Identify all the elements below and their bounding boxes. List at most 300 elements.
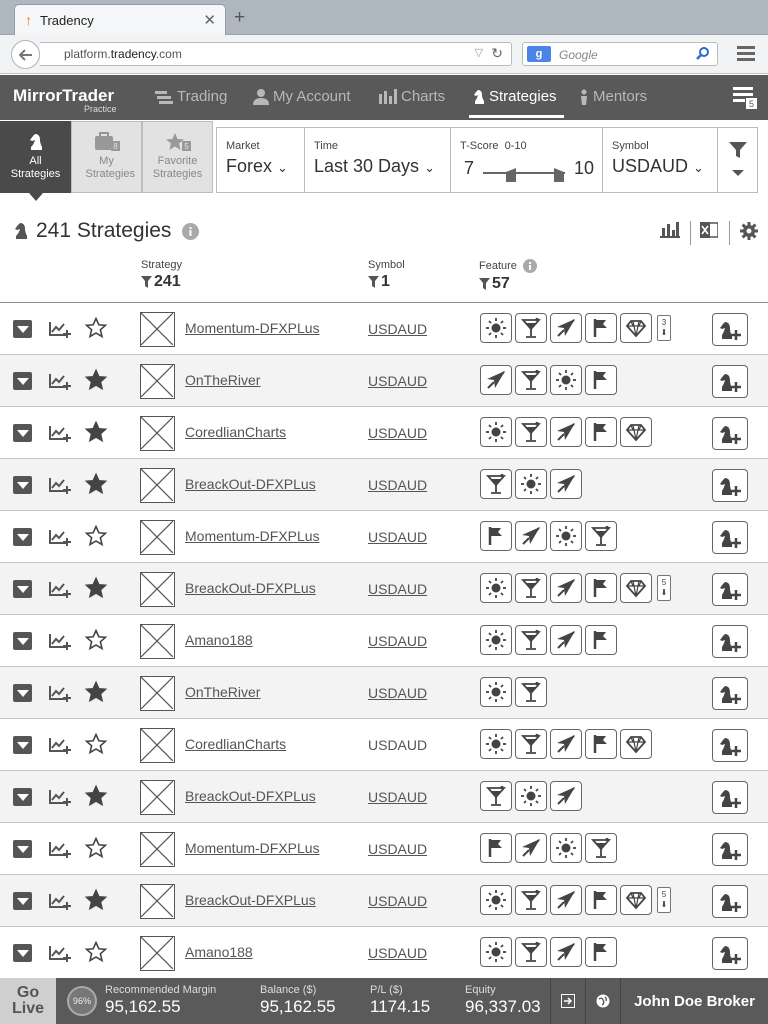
favorite-star-icon[interactable] <box>85 577 107 599</box>
strategy-row <box>0 771 768 823</box>
broker-name[interactable]: John Doe Broker <box>620 978 768 1024</box>
more-filters-button[interactable] <box>718 128 758 192</box>
strategy-row <box>0 823 768 875</box>
strategy-row <box>0 563 768 615</box>
recommended-margin-label: Recommended Margin <box>105 984 217 996</box>
feature-badges <box>480 573 671 603</box>
symbol-link[interactable]: USDAUD <box>368 581 428 597</box>
add-chart-icon[interactable] <box>49 528 71 546</box>
favorite-star-icon[interactable] <box>85 837 107 859</box>
add-strategy-icon <box>719 475 741 497</box>
favorite-strategies-count: 5 <box>183 142 189 151</box>
add-chart-icon[interactable] <box>49 320 71 338</box>
gear-icon <box>740 222 758 240</box>
market-filter[interactable] <box>217 128 305 192</box>
url-dropdown-icon[interactable]: ▽ <box>474 47 483 59</box>
strategy-row <box>0 927 768 979</box>
feature-badges <box>480 781 585 811</box>
strategy-thumbnail[interactable] <box>140 468 175 503</box>
symbol-filter-value: USDAUD ⌄ <box>612 156 704 176</box>
my-strategies-count: 8 <box>112 142 118 151</box>
symbol-link[interactable]: USDAUD <box>368 477 428 493</box>
info-icon[interactable] <box>523 259 537 273</box>
feature-plane-icon[interactable] <box>550 625 582 655</box>
feature-plane-icon[interactable] <box>550 885 582 915</box>
more-features-count: 5 <box>661 890 667 899</box>
favorite-star-icon[interactable] <box>85 785 107 807</box>
strategy-thumbnail[interactable] <box>140 364 175 399</box>
follow-strategy-button[interactable] <box>712 365 748 398</box>
export-excel-button[interactable] <box>700 222 718 238</box>
browser-tab[interactable] <box>14 4 226 35</box>
add-chart-icon[interactable] <box>49 580 71 598</box>
strategy-thumbnail[interactable] <box>140 780 175 815</box>
time-filter-value: Last 30 Days ⌄ <box>314 156 435 176</box>
tab-favorite-strategies[interactable] <box>142 121 213 193</box>
feature-flag-icon[interactable] <box>585 313 617 343</box>
strategy-thumbnail[interactable] <box>140 572 175 607</box>
symbol-link[interactable]: USDAUD <box>368 321 428 337</box>
feature-sun-icon[interactable] <box>550 365 582 395</box>
star-icon <box>165 132 191 152</box>
nav-trading-label: Trading <box>177 88 228 105</box>
strategy-thumbnail[interactable] <box>140 312 175 347</box>
strategy-row <box>0 719 768 771</box>
feature-cocktail-icon[interactable] <box>515 417 547 447</box>
excel-icon <box>700 222 718 238</box>
feature-badges <box>480 937 620 967</box>
add-chart-icon[interactable] <box>49 632 71 650</box>
bar-chart-icon <box>660 222 680 238</box>
browser-menu-icon[interactable] <box>737 46 755 61</box>
strategy-name-link[interactable]: OnTheRiver <box>185 372 261 388</box>
symbol-column-count: 1 <box>368 273 405 291</box>
feature-sun-icon[interactable] <box>480 677 512 707</box>
pl-value: 1174.15 <box>370 997 431 1016</box>
favorite-star-icon[interactable] <box>85 733 107 755</box>
feature-cocktail-icon[interactable] <box>515 677 547 707</box>
feature-sun-icon[interactable] <box>480 313 512 343</box>
follow-strategy-button[interactable] <box>712 313 748 346</box>
strategy-thumbnail[interactable] <box>140 728 175 763</box>
briefcase-icon <box>94 132 120 152</box>
balance-label: Balance ($) <box>260 984 317 996</box>
expand-row-button[interactable] <box>13 736 32 754</box>
symbol-column-label: Symbol <box>368 259 405 271</box>
favorite-star-icon[interactable] <box>85 941 107 963</box>
tscore-filter-label: T-Score 0-10 <box>460 140 527 152</box>
add-chart-icon[interactable] <box>49 424 71 442</box>
more-features-button[interactable] <box>657 887 671 913</box>
strategies-header <box>15 219 199 243</box>
feature-plane-icon[interactable] <box>480 365 512 395</box>
strategy-thumbnail[interactable] <box>140 624 175 659</box>
strategy-row <box>0 303 768 355</box>
pl-stat <box>370 984 430 1017</box>
feature-cocktail-icon[interactable] <box>515 937 547 967</box>
balance-value: 95,162.55 <box>260 997 336 1016</box>
feature-column-count: 57 <box>479 275 537 293</box>
brand-mode: Practice <box>84 104 117 114</box>
strategy-name-link[interactable]: Amano188 <box>185 944 253 960</box>
strategy-list <box>0 303 768 979</box>
add-chart-icon[interactable] <box>49 372 71 390</box>
add-strategy-icon <box>719 891 741 913</box>
strategy-name-link[interactable]: BreackOut-DFXPLus <box>185 788 316 804</box>
strategy-name-link[interactable]: Momentum-DFXPLus <box>185 320 320 336</box>
search-placeholder: Google <box>559 48 598 62</box>
feature-flag-icon[interactable] <box>585 573 617 603</box>
time-filter[interactable] <box>305 128 451 192</box>
expand-row-button[interactable] <box>13 372 32 390</box>
add-strategy-icon <box>719 579 741 601</box>
feature-flag-icon[interactable] <box>585 625 617 655</box>
nav-strategies[interactable] <box>473 88 557 105</box>
nav-charts-label: Charts <box>401 88 446 105</box>
notification-count: 5 <box>748 99 755 109</box>
strategy-row <box>0 407 768 459</box>
pl-label: P/L ($) <box>370 984 403 996</box>
settings-button[interactable] <box>740 222 758 240</box>
account-footer <box>0 978 768 1024</box>
feature-plane-icon[interactable] <box>515 833 547 863</box>
strategy-column-count: 241 <box>141 273 182 291</box>
follow-strategy-button[interactable] <box>712 469 748 502</box>
feature-flag-icon[interactable] <box>585 365 617 395</box>
equity-stat <box>465 984 541 1017</box>
strategy-row <box>0 667 768 719</box>
logout-button[interactable] <box>550 978 585 1024</box>
feature-badges <box>480 625 620 655</box>
follow-strategy-button[interactable] <box>712 885 748 918</box>
url-text: platform.tradency.com <box>64 47 182 61</box>
arrow-down-icon: ⬇ <box>660 328 668 337</box>
filter-icon <box>368 276 379 288</box>
arrow-down-icon: ⬇ <box>660 900 668 909</box>
add-strategy-icon <box>719 423 741 445</box>
favorite-star-icon[interactable] <box>85 369 107 391</box>
feature-badges <box>480 417 655 447</box>
strategy-name-link[interactable]: BreackOut-DFXPLus <box>185 476 316 492</box>
strategy-name-link[interactable]: BreackOut-DFXPLus <box>185 892 316 908</box>
close-tab-icon[interactable]: ✕ <box>203 12 216 29</box>
reload-icon[interactable]: ↻ <box>491 45 503 61</box>
feature-cocktail-icon[interactable] <box>515 313 547 343</box>
expand-row-button[interactable] <box>13 476 32 494</box>
feature-flag-icon[interactable] <box>480 521 512 551</box>
market-filter-label: Market <box>226 140 260 152</box>
expand-row-button[interactable] <box>13 528 32 546</box>
strategy-row <box>0 511 768 563</box>
add-chart-icon[interactable] <box>49 944 71 962</box>
equity-label: Equity <box>465 984 496 996</box>
feature-badges <box>480 313 671 343</box>
favorite-star-icon[interactable] <box>85 629 107 651</box>
favorite-star-icon[interactable] <box>85 421 107 443</box>
expand-row-button[interactable] <box>13 580 32 598</box>
add-strategy-icon <box>719 631 741 653</box>
follow-strategy-button[interactable] <box>712 625 748 658</box>
add-strategy-icon <box>719 735 741 757</box>
tscore-min-value: 7 <box>464 158 475 178</box>
feature-flag-icon[interactable] <box>585 937 617 967</box>
feature-plane-icon[interactable] <box>550 937 582 967</box>
add-chart-icon[interactable] <box>49 684 71 702</box>
feature-cocktail-icon[interactable] <box>585 833 617 863</box>
expand-row-button[interactable] <box>13 944 32 962</box>
feature-flag-icon[interactable] <box>585 417 617 447</box>
favorite-star-icon[interactable] <box>85 889 107 911</box>
feature-plane-icon[interactable] <box>550 729 582 759</box>
address-bar[interactable] <box>40 42 512 66</box>
search-icon[interactable] <box>695 46 711 62</box>
symbol-link[interactable]: USDAUD <box>368 841 428 857</box>
strategy-column-label: Strategy <box>141 259 182 271</box>
feature-flag-icon[interactable] <box>480 833 512 863</box>
add-chart-icon[interactable] <box>49 892 71 910</box>
add-chart-icon[interactable] <box>49 476 71 494</box>
tscore-max-handle[interactable] <box>554 168 564 182</box>
feature-cocktail-icon[interactable] <box>515 885 547 915</box>
nav-charts[interactable] <box>379 88 445 105</box>
strategy-category-tabs <box>0 121 212 193</box>
feature-sun-icon[interactable] <box>550 833 582 863</box>
add-chart-icon[interactable] <box>49 788 71 806</box>
back-button[interactable] <box>11 40 40 69</box>
symbol-column-header[interactable] <box>368 259 405 291</box>
feature-sun-icon[interactable] <box>515 781 547 811</box>
mentor-icon <box>579 89 589 105</box>
more-features-button[interactable] <box>657 575 671 601</box>
browser-tab-strip <box>0 0 768 35</box>
feature-cocktail-icon[interactable] <box>480 781 512 811</box>
active-nav-indicator <box>469 115 564 118</box>
feature-diamond-icon[interactable] <box>620 885 652 915</box>
market-filter-value: Forex ⌄ <box>226 156 288 176</box>
feature-diamond-icon[interactable] <box>620 417 652 447</box>
feature-flag-icon[interactable] <box>585 729 617 759</box>
filter-icon <box>141 276 152 288</box>
feature-sun-icon[interactable] <box>480 885 512 915</box>
tab-title: Tradency <box>40 12 94 28</box>
add-strategy-icon <box>719 787 741 809</box>
chess-knight-icon <box>29 133 43 151</box>
recommended-margin-value: 95,162.55 <box>105 997 181 1016</box>
symbol-link[interactable]: USDAUD <box>368 685 428 701</box>
feature-badges <box>480 521 620 551</box>
favorite-star-icon[interactable] <box>85 525 107 547</box>
symbol-link[interactable]: USDAUD <box>368 737 428 753</box>
strategy-name-link[interactable]: Amano188 <box>185 632 253 648</box>
tradency-favicon-icon: ↑ <box>25 12 32 28</box>
nav-trading[interactable] <box>155 88 227 105</box>
favorite-star-icon[interactable] <box>85 473 107 495</box>
tab-all-strategies-label: All Strategies <box>10 155 61 180</box>
strategy-name-link[interactable]: OnTheRiver <box>185 684 261 700</box>
expand-row-button[interactable] <box>13 840 32 858</box>
follow-strategy-button[interactable] <box>712 937 748 970</box>
notification-list-icon <box>733 87 757 109</box>
symbol-link[interactable]: USDAUD <box>368 633 428 649</box>
expand-row-button[interactable] <box>13 424 32 442</box>
feature-sun-icon[interactable] <box>550 521 582 551</box>
feature-diamond-icon[interactable] <box>620 313 652 343</box>
feature-badges <box>480 677 550 707</box>
expand-row-button[interactable] <box>13 632 32 650</box>
feature-plane-icon[interactable] <box>550 469 582 499</box>
feature-flag-icon[interactable] <box>585 885 617 915</box>
favorite-star-icon[interactable] <box>85 681 107 703</box>
symbol-link[interactable]: USDAUD <box>368 529 428 545</box>
arrow-left-icon <box>19 49 33 61</box>
feature-cocktail-icon[interactable] <box>515 729 547 759</box>
language-button[interactable] <box>585 978 620 1024</box>
app-navbar <box>0 75 768 120</box>
google-logo-icon[interactable]: g <box>527 46 551 62</box>
bar-chart-icon <box>379 89 397 104</box>
add-chart-icon[interactable] <box>49 736 71 754</box>
go-live-label-top: Go <box>16 984 40 1001</box>
tscore-max-value: 10 <box>573 158 594 178</box>
feature-cocktail-icon[interactable] <box>515 573 547 603</box>
strategy-thumbnail[interactable] <box>140 416 175 451</box>
new-tab-icon[interactable]: + <box>234 7 246 28</box>
strategy-row <box>0 459 768 511</box>
filter-bar <box>216 127 758 193</box>
add-strategy-icon <box>719 319 741 341</box>
symbol-link[interactable]: USDAUD <box>368 893 428 909</box>
strategy-thumbnail[interactable] <box>140 832 175 867</box>
more-features-count: 5 <box>661 578 667 587</box>
feature-sun-icon[interactable] <box>480 573 512 603</box>
feature-diamond-icon[interactable] <box>620 573 652 603</box>
more-features-count: 3 <box>661 318 667 327</box>
feature-cocktail-icon[interactable] <box>515 625 547 655</box>
filter-icon <box>479 278 490 290</box>
tab-my-strategies-label: My Strategies <box>85 155 136 180</box>
feature-sun-icon[interactable] <box>480 417 512 447</box>
follow-strategy-button[interactable] <box>712 677 748 710</box>
time-filter-label: Time <box>314 140 339 152</box>
expand-row-button[interactable] <box>13 320 32 338</box>
chess-knight-icon <box>15 222 28 240</box>
go-live-label-bottom: Live <box>11 1000 44 1017</box>
toolbar-divider <box>729 221 730 245</box>
tscore-slider-track[interactable] <box>483 172 565 174</box>
more-features-button[interactable] <box>657 315 671 341</box>
feature-plane-icon[interactable] <box>550 313 582 343</box>
expand-row-button[interactable] <box>13 788 32 806</box>
feature-diamond-icon[interactable] <box>620 729 652 759</box>
toolbar-divider <box>690 221 691 245</box>
strategy-column-header[interactable] <box>141 259 182 291</box>
info-icon[interactable] <box>182 223 199 240</box>
balance-stat <box>260 984 336 1017</box>
strategy-name-link[interactable]: CoredlianCharts <box>185 424 287 440</box>
nav-mentors[interactable] <box>579 88 647 105</box>
feature-column-header[interactable] <box>479 259 537 293</box>
equity-value: 96,337.03 <box>465 997 541 1016</box>
feature-sun-icon[interactable] <box>515 469 547 499</box>
feature-badges <box>480 729 655 759</box>
notifications-button[interactable] <box>733 87 757 109</box>
brand-logo[interactable]: MirrorTrader <box>13 86 115 105</box>
strategy-thumbnail[interactable] <box>140 520 175 555</box>
symbol-link[interactable]: USDAUD <box>368 945 428 961</box>
follow-strategy-button[interactable] <box>712 729 748 762</box>
strategy-name-link[interactable]: Momentum-DFXPLus <box>185 840 320 856</box>
globe-icon <box>596 994 610 1008</box>
feature-cocktail-icon[interactable] <box>515 365 547 395</box>
add-strategy-icon <box>719 527 741 549</box>
chess-knight-icon <box>473 89 485 105</box>
active-tab-pointer <box>29 193 43 201</box>
follow-strategy-button[interactable] <box>712 833 748 866</box>
chart-view-button[interactable] <box>660 222 680 238</box>
strategy-thumbnail[interactable] <box>140 936 175 971</box>
strategy-name-link[interactable]: BreackOut-DFXPLus <box>185 580 316 596</box>
arrow-down-icon: ⬇ <box>660 588 668 597</box>
strategy-row <box>0 615 768 667</box>
symbol-link[interactable]: USDAUD <box>368 373 428 389</box>
feature-sun-icon[interactable] <box>480 625 512 655</box>
favorite-star-icon[interactable] <box>85 317 107 339</box>
recommended-margin-stat <box>105 984 216 1017</box>
search-bar[interactable] <box>522 42 718 66</box>
nav-mentors-label: Mentors <box>593 88 648 105</box>
trading-icon <box>155 89 173 105</box>
symbol-link[interactable]: USDAUD <box>368 789 428 805</box>
strategy-thumbnail[interactable] <box>140 676 175 711</box>
feature-plane-icon[interactable] <box>550 573 582 603</box>
expand-row-button[interactable] <box>13 892 32 910</box>
nav-my-account-label: My Account <box>273 88 351 105</box>
logout-icon <box>561 994 575 1008</box>
add-chart-icon[interactable] <box>49 840 71 858</box>
tab-all-strategies[interactable] <box>0 121 71 193</box>
nav-my-account[interactable] <box>253 88 351 105</box>
feature-sun-icon[interactable] <box>480 729 512 759</box>
strategy-thumbnail[interactable] <box>140 884 175 919</box>
tab-my-strategies[interactable] <box>71 121 142 193</box>
strategies-count-title: 241 Strategies <box>36 219 172 242</box>
feature-sun-icon[interactable] <box>480 937 512 967</box>
strategy-name-link[interactable]: Momentum-DFXPLus <box>185 528 320 544</box>
browser-toolbar <box>0 35 768 74</box>
strategy-name-link[interactable]: CoredlianCharts <box>185 736 287 752</box>
margin-gauge: 96% <box>67 986 97 1016</box>
feature-cocktail-icon[interactable] <box>480 469 512 499</box>
feature-plane-icon[interactable] <box>515 521 547 551</box>
follow-strategy-button[interactable] <box>712 521 748 554</box>
feature-cocktail-icon[interactable] <box>585 521 617 551</box>
add-strategy-icon <box>719 943 741 965</box>
add-strategy-icon <box>719 683 741 705</box>
strategy-row <box>0 875 768 927</box>
go-live-button[interactable] <box>0 978 56 1024</box>
follow-strategy-button[interactable] <box>712 417 748 450</box>
follow-strategy-button[interactable] <box>712 573 748 606</box>
symbol-link[interactable]: USDAUD <box>368 425 428 441</box>
strategy-row <box>0 355 768 407</box>
symbol-filter[interactable] <box>603 128 718 192</box>
follow-strategy-button[interactable] <box>712 781 748 814</box>
tscore-min-handle[interactable] <box>506 168 516 182</box>
feature-badges <box>480 885 671 915</box>
feature-plane-icon[interactable] <box>550 781 582 811</box>
expand-row-button[interactable] <box>13 684 32 702</box>
feature-plane-icon[interactable] <box>550 417 582 447</box>
